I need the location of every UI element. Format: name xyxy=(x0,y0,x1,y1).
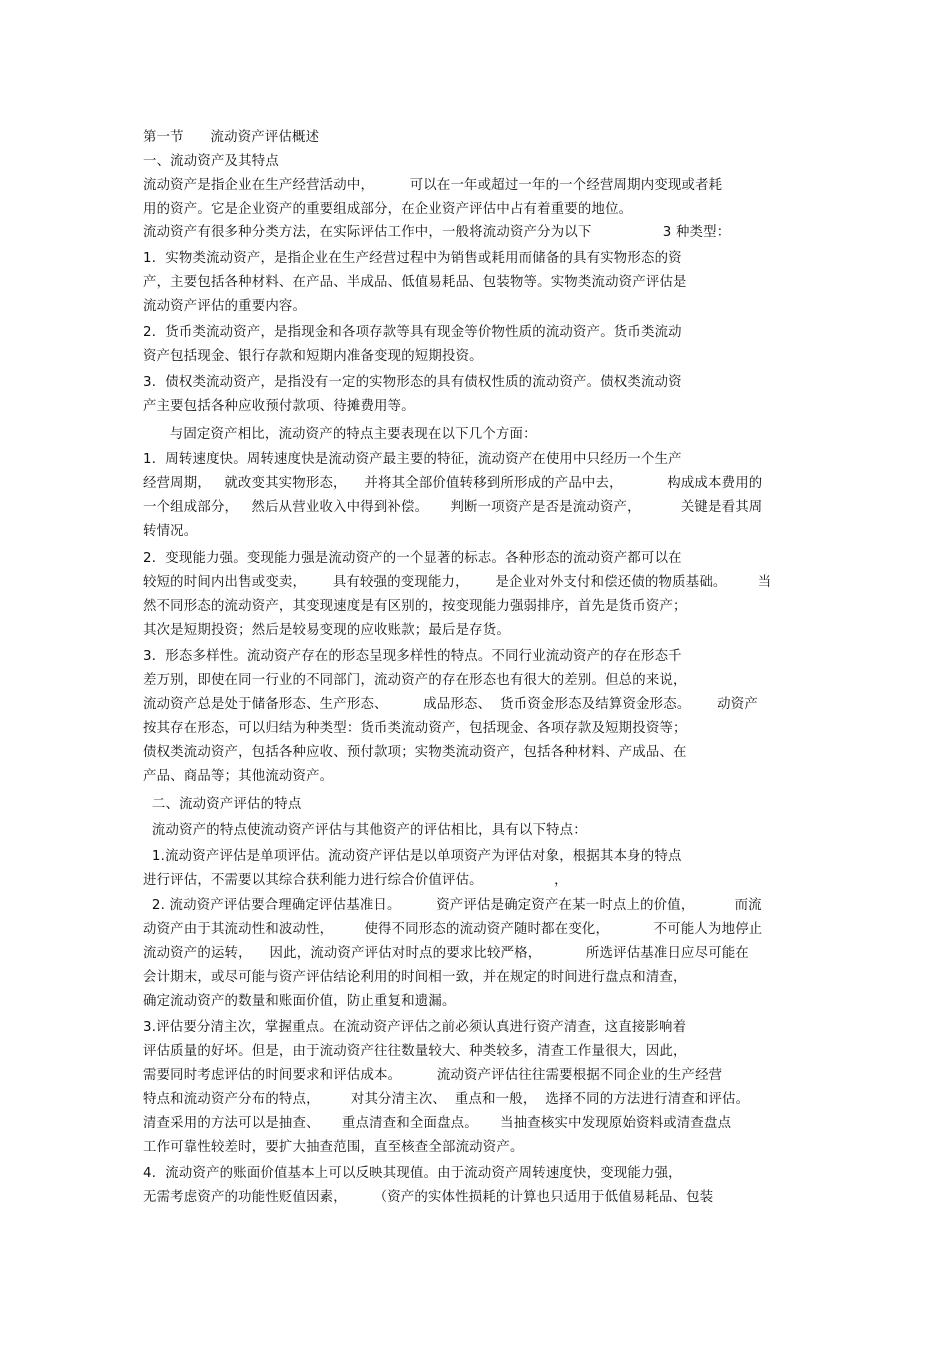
text-line: 差万别，即使在同一行业的不同部门，流动资产的存在形态也有很大的差别。但总的来说， xyxy=(143,673,687,688)
text-line: 工作可靠性较差时，要扩大抽查范围，直至核查全部流动资产。 xyxy=(143,1140,524,1155)
text-line: 2．货币类流动资产，是指现金和各项存款等具有现金等价物性质的流动资产。货币类流动 xyxy=(143,325,682,340)
text-line: 用的资产。它是企业资产的重要组成部分，在企业资产评估中占有着重要的地位。 xyxy=(143,202,633,217)
text-line: 1.流动资产评估是单项评估。流动资产评估是以单项资产为评估对象，根据其本身的特点 xyxy=(143,849,682,864)
text-line: 二、流动资产评估的特点 xyxy=(143,797,302,812)
text-line: 流动资产是指企业在生产经营活动中， 可以在一年或超过一年的一个经营周期内变现或者耗 xyxy=(143,178,723,193)
text-line: 流动资产有很多种分类方法，在实际评估工作中，一般将流动资产分为以下 3 种类型： xyxy=(143,225,731,240)
text-line: 2. 流动资产评估要合理确定评估基准日。 资产评估是确定资产在某一时点上的价值， 而流 xyxy=(143,898,762,913)
text-line: 与固定资产相比，流动资产的特点主要表现在以下几个方面： xyxy=(143,427,537,442)
text-line: 1．周转速度快。周转速度快是流动资产最主要的特征，流动资产在使用中只经历一个生产 xyxy=(143,452,682,467)
text-line: 一个组成部分， 然后从营业收入中得到补偿。 判断一项资产是否是流动资产， 关键是看其周 xyxy=(143,500,763,515)
text-line: 流动资产的特点使流动资产评估与其他资产的评估相比，具有以下特点： xyxy=(143,823,587,838)
text-line: 第一节 流动资产评估概述 xyxy=(143,130,320,145)
text-line: 一、流动资产及其特点 xyxy=(143,154,279,169)
text-line: 较短的时间内出售或变卖， 具有较强的变现能力， 是企业对外支付和偿还债的物质基础。 当 xyxy=(143,575,772,590)
text-line: 债权类流动资产，包括各种应收、预付款项；实物类流动资产，包括各种材料、产成品、在 xyxy=(143,745,687,760)
text-line: 产主要包括各种应收预付款项、待摊费用等。 xyxy=(143,399,415,414)
text-line: 产品、商品等；其他流动资产。 xyxy=(143,769,334,784)
text-line: 需要同时考虑评估的时间要求和评估成本。 流动资产评估往往需要根据不同企业的生产经营 xyxy=(143,1068,723,1083)
text-line: 3.评估要分清主次，掌握重点。在流动资产评估之前必须认真进行资产清查，这直接影响着 xyxy=(143,1020,687,1035)
text-line: 流动资产的运转， 因此，流动资产评估对时点的要求比较严格， 所选评估基准日应尽可能在 xyxy=(143,946,750,961)
text-line: 流动资产总是处于储备形态、生产形态、 成品形态、 货币资金形态及结算资金形态。 动资产 xyxy=(143,697,758,712)
text-line: 无需考虑资产的功能性贬值因素， （资产的实体性损耗的计算也只适用于低值易耗品、包装 xyxy=(143,1190,714,1205)
text-line: 3．形态多样性。流动资产存在的形态呈现多样性的特点。不同行业流动资产的存在形态千 xyxy=(143,649,682,664)
text-line: 会计期末，或尽可能与资产评估结论利用的时间相一致，并在规定的时间进行盘点和清查， xyxy=(143,970,687,985)
text-line: 进行评估，不需要以其综合获利能力进行综合价值评估。 ， xyxy=(143,873,568,888)
text-line: 然不同形态的流动资产，其变现速度是有区别的，按变现能力强弱排序，首先是货币资产； xyxy=(143,599,687,614)
text-line: 资产包括现金、银行存款和短期内准备变现的短期投资。 xyxy=(143,349,483,364)
text-line: 3．债权类流动资产，是指没有一定的实物形态的具有债权性质的流动资产。债权类流动资 xyxy=(143,375,682,390)
text-line: 转情况。 xyxy=(143,524,198,539)
text-line: 1．实物类流动资产，是指企业在生产经营过程中为销售或耗用而储备的具有实物形态的资 xyxy=(143,251,682,266)
text-line: 特点和流动资产分布的特点， 对其分清主次、 重点和一般， 选择不同的方法进行清查和评估。 xyxy=(143,1092,750,1107)
text-line: 按其存在形态，可以归结为种类型：货币类流动资产，包括现金、各项存款及短期投资等； xyxy=(143,721,687,736)
text-line: 动资产由于其流动性和波动性， 使得不同形态的流动资产随时都在变化， 不可能人为地停止 xyxy=(143,922,763,937)
text-line: 其次是短期投资；然后是较易变现的应收账款；最后是存货。 xyxy=(143,623,510,638)
text-line: 产，主要包括各种材料、在产品、半成品、低值易耗品、包装物等。实物类流动资产评估是 xyxy=(143,275,687,290)
text-line: 流动资产评估的重要内容。 xyxy=(143,299,307,314)
text-line: 4．流动资产的账面价值基本上可以反映其现值。由于流动资产周转速度快，变现能力强， xyxy=(143,1166,682,1181)
text-line: 清查采用的方法可以是抽查、 重点清查和全面盘点。 当抽查核实中发现原始资料或清查盘点 xyxy=(143,1116,732,1131)
text-line: 评估质量的好坏。但是，由于流动资产往往数量较大、种类较多，清查工作量很大，因此， xyxy=(143,1044,687,1059)
text-line: 2．变现能力强。变现能力强是流动资产的一个显著的标志。各种形态的流动资产都可以在 xyxy=(143,551,682,566)
text-line: 确定流动资产的数量和账面价值，防止重复和遗漏。 xyxy=(143,994,456,1009)
text-line: 经营周期， 就改变其实物形态， 并将其全部价值转移到所形成的产品中去， 构成成本费用的 xyxy=(143,476,763,491)
